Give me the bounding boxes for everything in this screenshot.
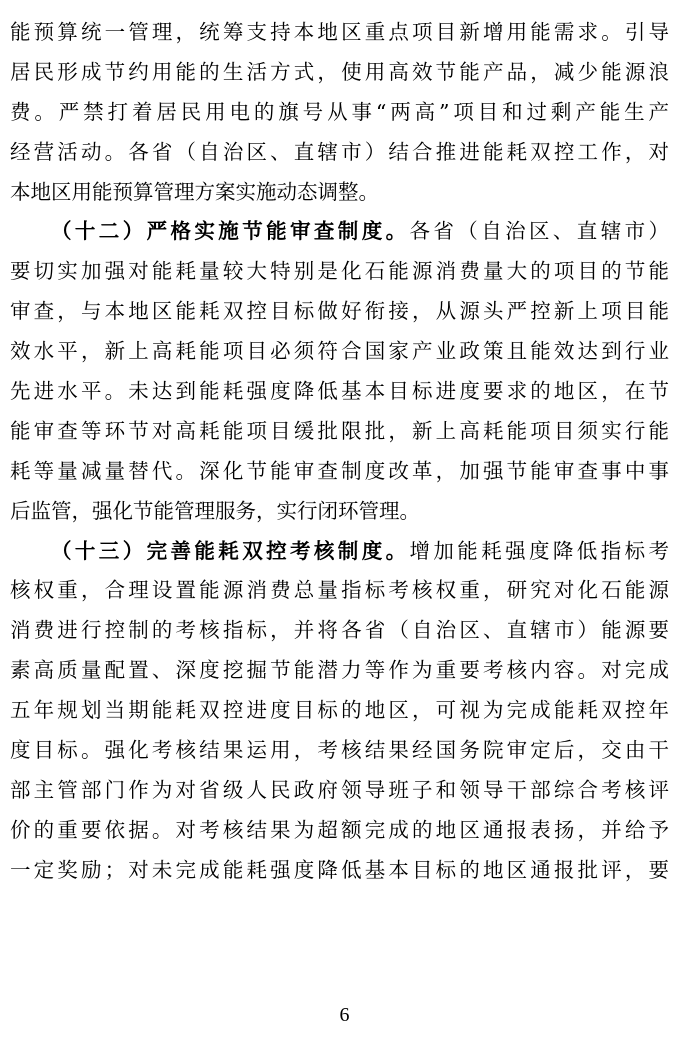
- section-heading-12: （十二）严格实施节能审查制度。: [51, 219, 410, 244]
- paragraph-section-12: [10, 212, 669, 531]
- text-span: 各省（自治区、直辖市）: [409, 219, 669, 244]
- text-line: 核权重，合理设置能源消费总量指标考核权重，研究对化石能源: [10, 578, 669, 603]
- text-line: 经营活动。各省（自治区、直辖市）结合推进能耗双控工作，对: [10, 139, 669, 164]
- text-line: 要切实加强对能耗量较大特别是化石能源消费量大的项目的节能: [10, 259, 669, 284]
- text-line: 部主管部门作为对省级人民政府领导班子和领导干部综合考核评: [10, 777, 669, 802]
- paragraph-section-13: [10, 532, 669, 891]
- text-line: 费。严禁打着居民用电的旗号从事“两高”项目和过剩产能生产: [10, 99, 669, 124]
- text-line: 本地区用能预算管理方案实施动态调整。: [10, 179, 379, 204]
- text-line: 审查，与本地区能耗双控目标做好衔接，从源头严控新上项目能: [10, 299, 669, 324]
- text-line: 五年规划当期能耗双控进度目标的地区，可视为完成能耗双控年: [10, 698, 669, 723]
- text-line: [10, 212, 669, 252]
- paragraph-energy-budget: [10, 13, 669, 212]
- text-line: [10, 532, 669, 572]
- text-line: 消费进行控制的考核指标，并将各省（自治区、直辖市）能源要: [10, 618, 669, 643]
- text-line: 一定奖励；对未完成能耗强度降低基本目标的地区通报批评，要: [10, 857, 669, 882]
- text-line: 能预算统一管理，统筹支持本地区重点项目新增用能需求。引导: [10, 20, 669, 44]
- page-number: 6: [339, 1004, 350, 1026]
- text-span: 增加能耗强度降低指标考: [409, 538, 669, 563]
- text-line: 价的重要依据。对考核结果为超额完成的地区通报表扬，并给予: [10, 817, 669, 842]
- text-line: 效水平，新上高耗能项目必须符合国家产业政策且能效达到行业: [10, 339, 669, 364]
- text-line: 后监管，强化节能管理服务，实行闭环管理。: [10, 498, 420, 523]
- text-line: 素高质量配置、深度挖掘节能潜力等作为重要考核内容。对完成: [10, 658, 669, 683]
- text-line: 耗等量减量替代。深化节能审查制度改革，加强节能审查事中事: [10, 458, 669, 483]
- document-body: [10, 13, 669, 891]
- text-line: 居民形成节约用能的生活方式，使用高效节能产品，减少能源浪: [10, 59, 669, 84]
- text-line: 度目标。强化考核结果运用，考核结果经国务院审定后，交由干: [10, 738, 669, 763]
- section-heading-13: （十三）完善能耗双控考核制度。: [51, 538, 410, 563]
- text-line: 先进水平。未达到能耗强度降低基本目标进度要求的地区，在节: [10, 379, 669, 404]
- text-line: 能审查等环节对高耗能项目缓批限批，新上高耗能项目须实行能: [10, 418, 669, 443]
